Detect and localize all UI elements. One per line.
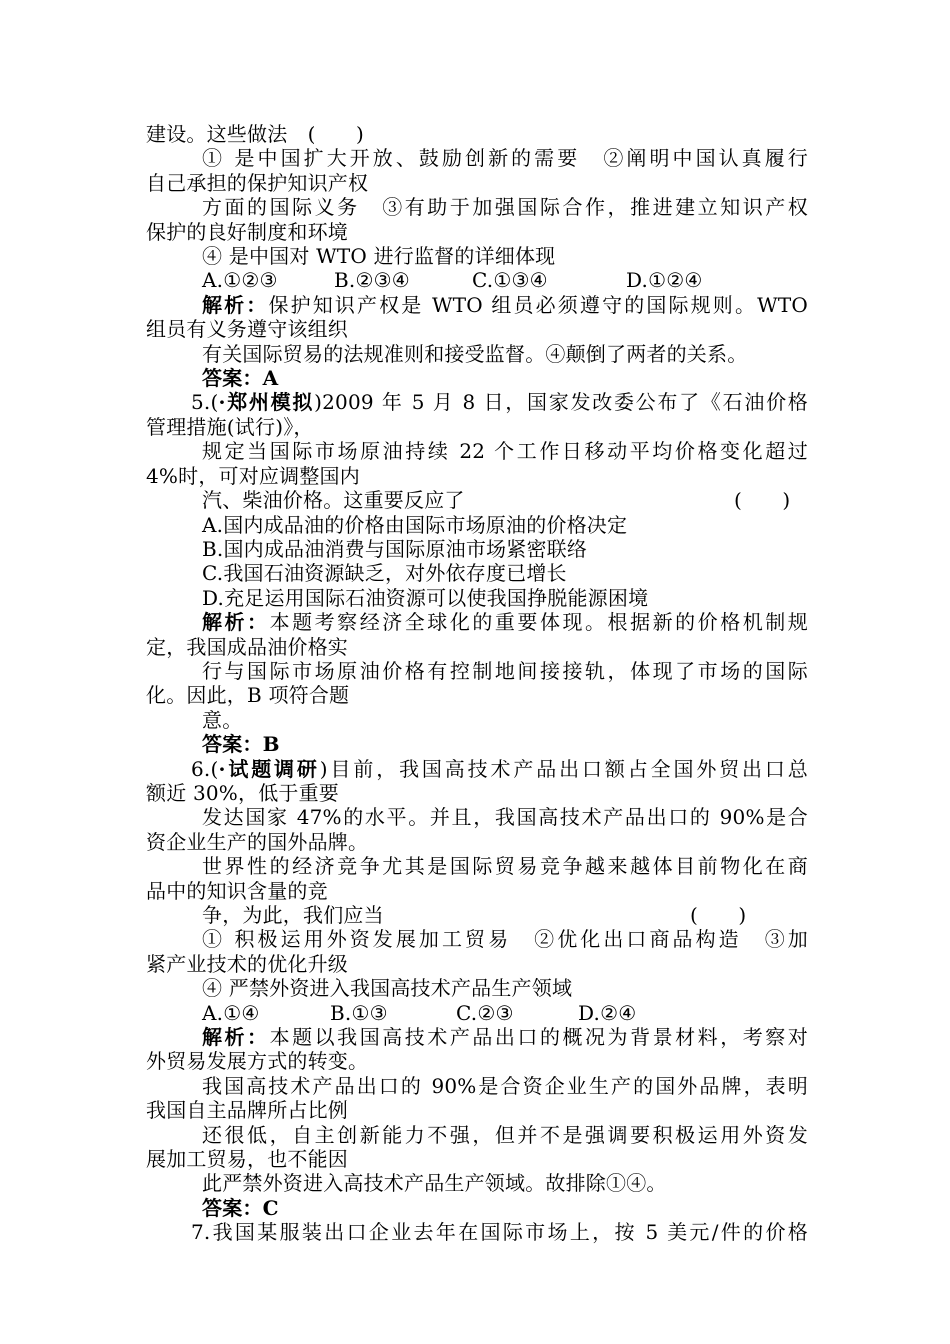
q5-analysis-2-cont: 化。因此，B 项符合题: [146, 683, 350, 708]
q4-choice-c: C.①③④: [472, 268, 548, 293]
q5-stem: [146, 390, 808, 414]
q6-stem-2: 发达国家 47%的水平。并且，我国高技术产品出口的 90%是合: [202, 805, 808, 830]
q6-stem-4-text: 争，为此，我们应当: [202, 903, 384, 927]
q6-answer-paren: ( ): [690, 903, 747, 927]
q5-stem-3: [146, 488, 808, 512]
q6-analysis-4: 此严禁外资进入高技术产品生产领域。故排除①④。: [202, 1171, 667, 1196]
q6-analysis: [146, 1025, 808, 1049]
q7-stem: 7.我国某服装出口企业去年在国际市场上，按 5 美元/件的价格: [191, 1220, 808, 1245]
q5-stem-2: 规定当国际市场原油持续 22 个工作日移动平均价格变化超过: [202, 439, 808, 464]
q5-source: ·郑州模拟: [218, 390, 315, 415]
q4-answer: 答案：A: [202, 366, 279, 391]
q4-choice-d: D.①②④: [626, 268, 703, 293]
q5-choice-a: A.国内成品油的价格由国际市场原油的价格决定: [202, 512, 628, 537]
q6-choice-a: A.①④: [202, 1000, 260, 1025]
q6-number: 6.(: [191, 756, 219, 781]
q5-answer-paren: ( ): [734, 488, 791, 513]
q5-analysis-cont: 定，我国成品油价格实: [146, 634, 348, 659]
q6-answer: 答案：C: [202, 1195, 279, 1220]
q4-analysis: [146, 293, 808, 317]
q5-analysis-label: 解析：: [202, 610, 270, 635]
q6-stem-cont: 额近 30%，低于重要: [146, 780, 340, 805]
q4-analysis-text: 保护知识产权是 WTO 组员必须遵守的国际规则。WTO: [268, 292, 808, 317]
q5-choice-d: D.充足运用国际石油资源可以使我国挣脱能源困境: [202, 585, 649, 610]
q6-analysis-2: 我国高技术产品出口的 90%是合资企业生产的国外品牌，表明: [202, 1073, 808, 1098]
q6-stem-text: )目前，我国高技术产品出口额占全国外贸出口总: [319, 756, 808, 781]
q5-analysis: [146, 610, 808, 634]
q6-stem: [146, 757, 808, 781]
q6-source: ·试题调研: [218, 756, 320, 781]
q6-choice-c: C.②③: [456, 1000, 514, 1025]
q6-choices: [146, 1001, 808, 1025]
q5-number: 5.(: [191, 390, 219, 415]
q5-analysis-2: 行与国际市场原油价格有控制地间接接轨，体现了市场的国际: [202, 658, 808, 683]
q6-stem-3: 世界性的经济竞争尤其是国际贸易竞争越来越体目前物化在商: [202, 854, 808, 879]
document-page: [146, 122, 808, 1245]
q4-option-1-cont: 自己承担的保护知识产权: [146, 170, 369, 195]
q5-analysis-text: 本题考察经济全球化的重要体现。根据新的价格机制规: [269, 610, 808, 635]
q5-choice-c: C.我国石油资源缺乏，对外依存度已增长: [202, 561, 567, 586]
q4-analysis-2: 有关国际贸易的法规准则和接受监督。④颠倒了两者的关系。: [202, 341, 748, 366]
q4-choices: [146, 268, 808, 292]
q6-stem-3-cont: 品中的知识含量的竞: [146, 878, 328, 903]
q6-analysis-2-cont: 我国自主品牌所占比例: [146, 1098, 348, 1123]
q5-choice-b: B.国内成品油消费与国际原油市场紧密联络: [202, 536, 588, 561]
q6-analysis-3-cont: 展加工贸易，也不能因: [146, 1147, 348, 1172]
q4-analysis-cont: 组员有义务遵守该组织: [146, 317, 348, 342]
q5-stem-cont: 管理措施(试行)》，: [146, 414, 314, 439]
q4-analysis-label: 解析：: [202, 292, 269, 317]
q4-option-2: 方面的国际义务 ③有助于加强国际合作，推进建立知识产权: [202, 195, 808, 220]
q6-stem-2-cont: 资企业生产的国外品牌。: [146, 829, 369, 854]
q4-option-2-cont: 保护的良好制度和环境: [146, 219, 348, 244]
q6-option-1: ① 积极运用外资发展加工贸易 ②优化出口商品构造 ③加: [202, 927, 808, 952]
q6-analysis-text: 本题以我国高技术产品出口的概况为背景材料，考察对: [269, 1025, 808, 1050]
q4-option-1: ① 是中国扩大开放、鼓励创新的需要 ②阐明中国认真履行: [202, 146, 808, 171]
q6-stem-4: [146, 903, 808, 927]
q6-analysis-label: 解析：: [202, 1025, 270, 1050]
q6-option-4: ④ 严禁外资进入我国高技术产品生产领域: [202, 976, 573, 1001]
q5-answer: 答案：B: [202, 732, 280, 757]
q6-choice-b: B.①③: [330, 1000, 388, 1025]
q4-choice-b: B.②③④: [334, 268, 410, 293]
q6-analysis-cont: 外贸易发展方式的转变。: [146, 1049, 369, 1074]
q6-option-1-cont: 紧产业技术的优化升级: [146, 951, 348, 976]
q5-stem-text: )2009 年 5 月 8 日，国家发改委公布了《石油价格: [314, 390, 808, 415]
q4-stem-end: 建设。这些做法 ( ): [146, 122, 365, 146]
q5-analysis-3: 意。: [202, 707, 243, 732]
q4-option-4: ④ 是中国对 WTO 进行监督的详细体现: [202, 244, 556, 269]
q4-choice-a: A.①②③: [202, 268, 278, 293]
q6-choice-d: D.②④: [578, 1000, 637, 1025]
q6-analysis-3: 还很低，自主创新能力不强，但并不是强调要积极运用外资发: [202, 1122, 808, 1147]
q5-stem-2-cont: 4%时，可对应调整国内: [146, 463, 360, 488]
q5-stem-3-text: 汽、柴油价格。这重要反应了: [202, 488, 465, 513]
